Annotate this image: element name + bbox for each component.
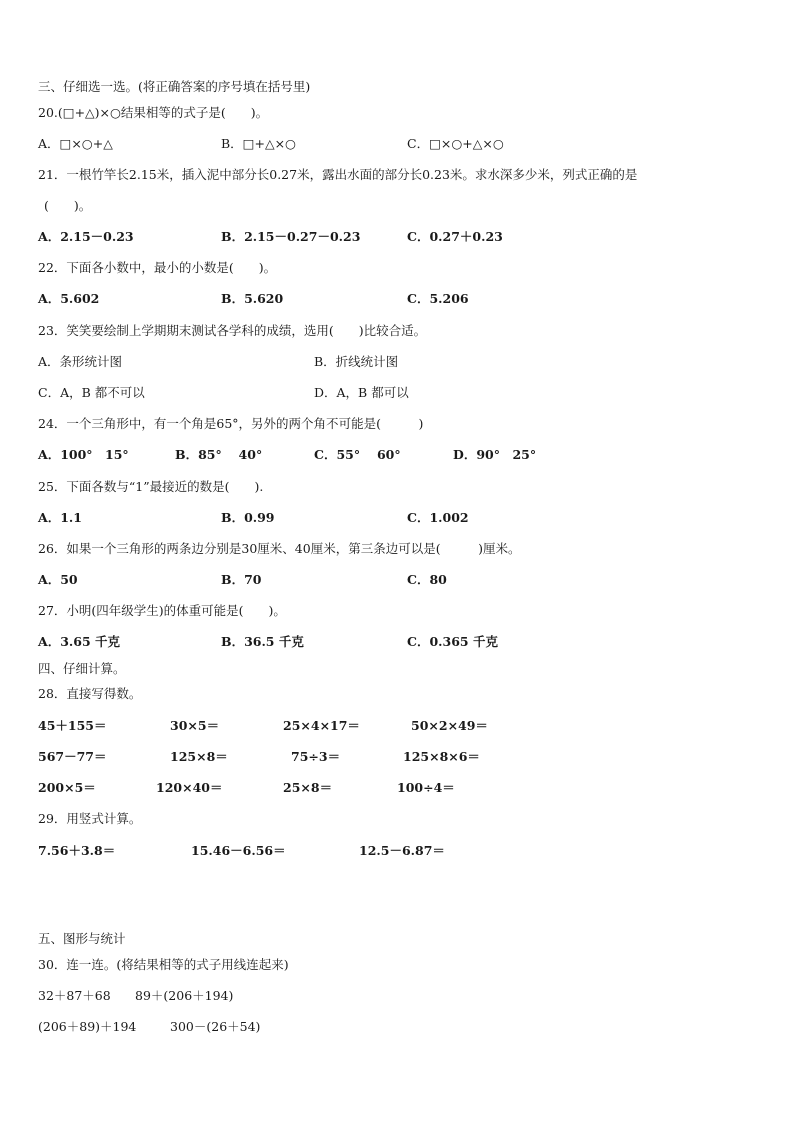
q24-option-b: B．85° 40° bbox=[175, 447, 263, 462]
q28-r3-c4: 100÷4＝ bbox=[397, 780, 455, 795]
q20-option-a: A．□×○+△ bbox=[38, 136, 113, 151]
section-title-choice: 三、仔细选一选。(将正确答案的序号填在括号里) bbox=[38, 79, 311, 94]
q28-r3-c2: 120×40＝ bbox=[156, 780, 223, 795]
q27-option-a: A．3.65 千克 bbox=[38, 634, 120, 649]
q28-r2-c1: 567－77＝ bbox=[38, 749, 107, 764]
q21-option-a: A．2.15－0.23 bbox=[38, 229, 134, 244]
q30-left-expr-2: (206＋89)＋194 bbox=[38, 1019, 137, 1034]
q29-item-3: 12.5－6.87＝ bbox=[359, 843, 445, 858]
q25-option-b: B．0.99 bbox=[221, 510, 275, 525]
q27-option-b: B．36.5 千克 bbox=[221, 634, 304, 649]
q29-item-1: 7.56＋3.8＝ bbox=[38, 843, 116, 858]
q29-stem: 29．用竖式计算。 bbox=[38, 811, 142, 826]
q22-option-c: C．5.206 bbox=[407, 291, 469, 306]
q28-r2-c2: 125×8＝ bbox=[170, 749, 228, 764]
section-title-calc: 四、仔细计算。 bbox=[38, 661, 126, 676]
q24-option-d: D．90° 25° bbox=[453, 447, 537, 462]
q26-stem: 26．如果一个三角形的两条边分别是30厘米、40厘米，第三条边可以是( )厘米。 bbox=[38, 541, 521, 556]
q23-option-a: A．条形统计图 bbox=[38, 354, 123, 369]
q24-stem: 24．一个三角形中，有一个角是65°，另外的两个角不可能是( ) bbox=[38, 416, 424, 431]
q20-option-b: B．□+△×○ bbox=[221, 136, 296, 151]
q23-option-d: D．A，B 都可以 bbox=[314, 385, 409, 400]
q30-stem: 30．连一连。(将结果相等的式子用线连起来) bbox=[38, 957, 289, 972]
q23-option-b: B．折线统计图 bbox=[314, 354, 399, 369]
q26-option-c: C．80 bbox=[407, 572, 447, 587]
q28-stem: 28．直接写得数。 bbox=[38, 686, 142, 701]
q30-right-expr-1: 89＋(206＋194) bbox=[135, 988, 234, 1003]
q28-r1-c4: 50×2×49＝ bbox=[411, 718, 488, 733]
q21-stem-line2: ( )。 bbox=[44, 198, 92, 213]
q20-option-c: C．□×○+△×○ bbox=[407, 136, 504, 151]
q20-stem: 20.(□+△)×○结果相等的式子是( )。 bbox=[38, 105, 269, 120]
q22-option-a: A．5.602 bbox=[38, 291, 100, 306]
q28-r1-c3: 25×4×17＝ bbox=[283, 718, 360, 733]
q28-r1-c2: 30×5＝ bbox=[170, 718, 220, 733]
q29-item-2: 15.46－6.56＝ bbox=[191, 843, 286, 858]
q23-stem: 23．笑笑要绘制上学期期末测试各学科的成绩，选用( )比较合适。 bbox=[38, 323, 427, 338]
q28-r3-c1: 200×5＝ bbox=[38, 780, 96, 795]
q25-option-c: C．1.002 bbox=[407, 510, 469, 525]
q21-option-b: B．2.15－0.27－0.23 bbox=[221, 229, 361, 244]
q21-option-c: C．0.27＋0.23 bbox=[407, 229, 503, 244]
q24-option-a: A．100° 15° bbox=[38, 447, 129, 462]
q28-r2-c4: 125×8×6＝ bbox=[403, 749, 480, 764]
q24-option-c: C．55° 60° bbox=[314, 447, 401, 462]
q28-r1-c1: 45＋155＝ bbox=[38, 718, 107, 733]
q28-r2-c3: 75÷3＝ bbox=[291, 749, 341, 764]
q28-r3-c3: 25×8＝ bbox=[283, 780, 333, 795]
q30-left-expr-1: 32＋87＋68 bbox=[38, 988, 111, 1003]
q22-option-b: B．5.620 bbox=[221, 291, 284, 306]
section-title-graph: 五、图形与统计 bbox=[38, 931, 126, 946]
q25-stem: 25．下面各数与“1”最接近的数是( ). bbox=[38, 479, 264, 494]
q25-option-a: A．1.1 bbox=[38, 510, 82, 525]
q26-option-b: B．70 bbox=[221, 572, 262, 587]
q22-stem: 22．下面各小数中，最小的小数是( )。 bbox=[38, 260, 277, 275]
q26-option-a: A．50 bbox=[38, 572, 78, 587]
q23-option-c: C．A，B 都不可以 bbox=[38, 385, 145, 400]
q27-option-c: C．0.365 千克 bbox=[407, 634, 498, 649]
q30-right-expr-2: 300－(26＋54) bbox=[170, 1019, 261, 1034]
q21-stem-line1: 21．一根竹竿长2.15米，插入泥中部分长0.27米，露出水面的部分长0.23米。求水深多少米，列式正确的是 bbox=[38, 167, 638, 182]
q27-stem: 27．小明(四年级学生)的体重可能是( )。 bbox=[38, 603, 286, 618]
